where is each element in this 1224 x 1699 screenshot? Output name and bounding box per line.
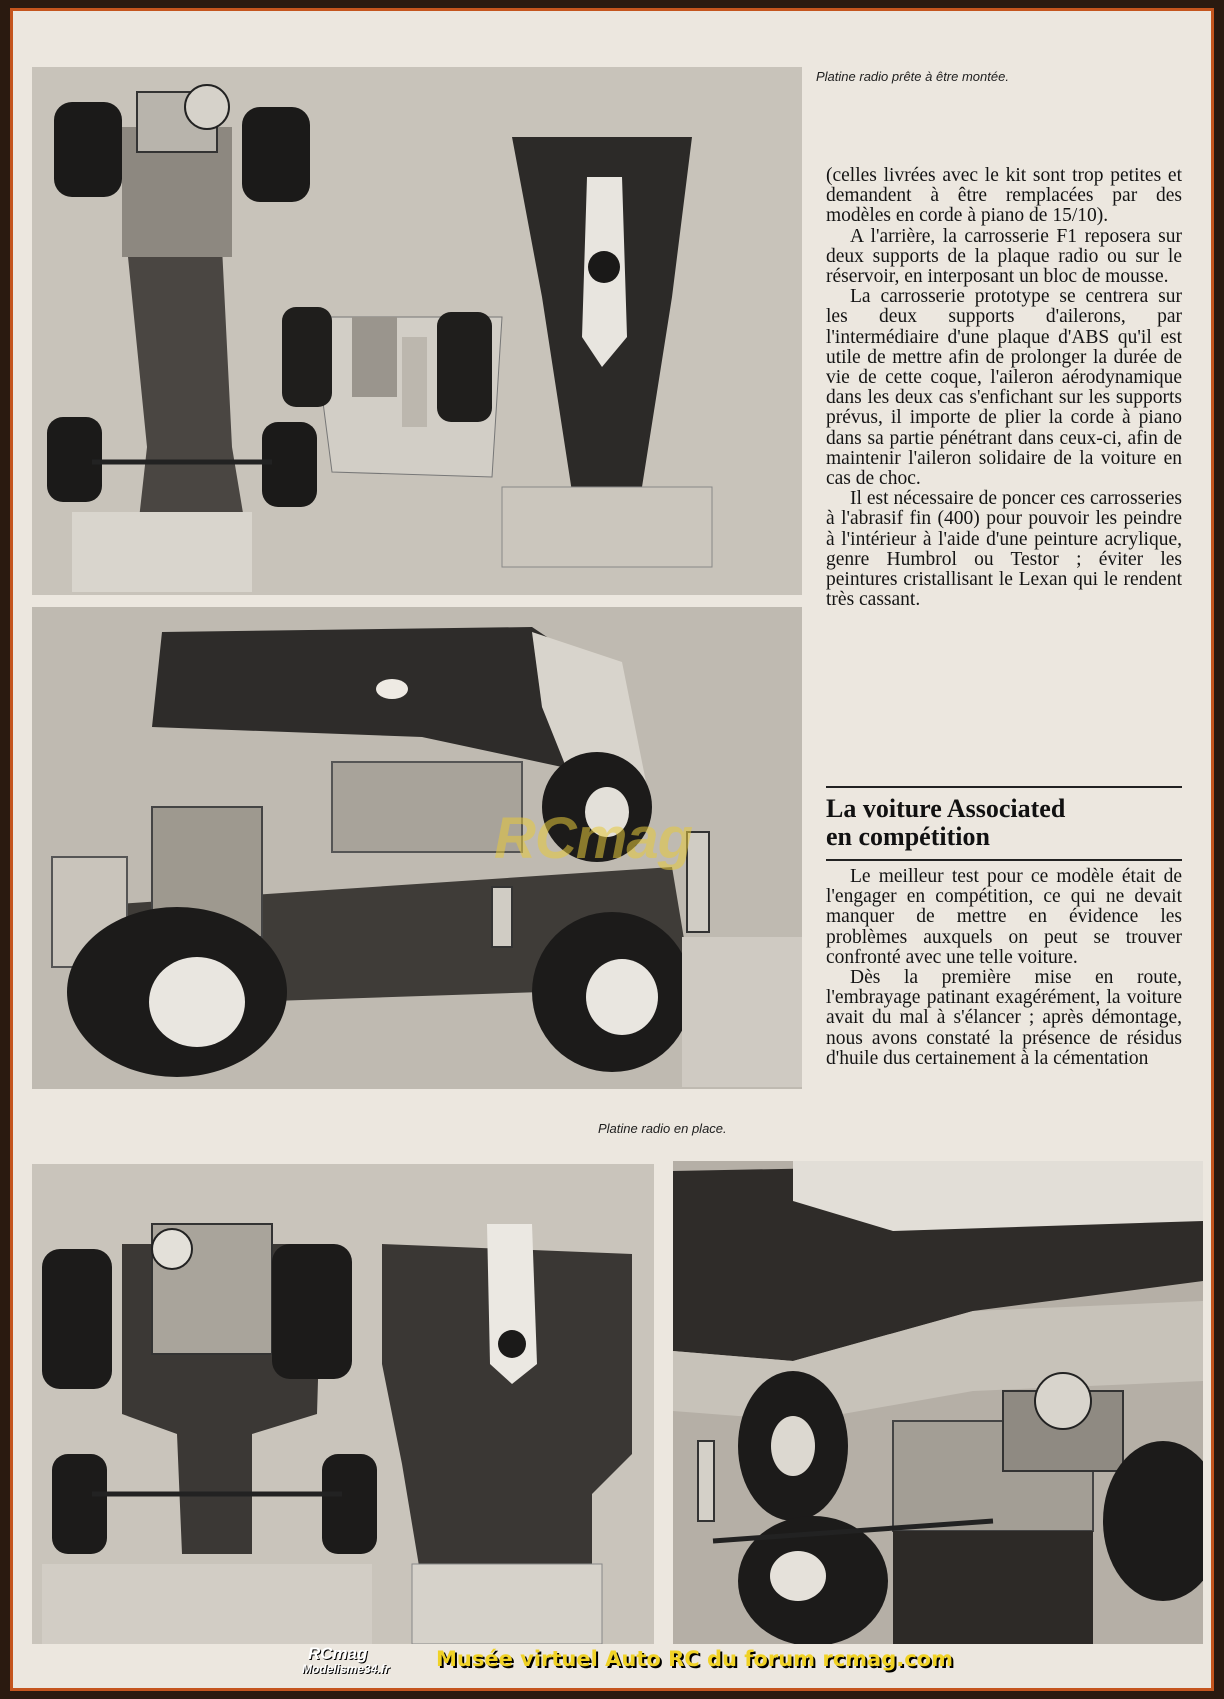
rcmag-logo bbox=[300, 1644, 432, 1678]
paragraph: Dès la première mise en route, l'embrayage patinant exagérément, la voiture avait du mal à s'élancer ; après démontage, nous avons constaté la présence de résidus d'huile dus certainement à la cémentation bbox=[826, 967, 1182, 1069]
logo-line1: RCmag bbox=[308, 1644, 368, 1663]
footer-banner bbox=[300, 1644, 953, 1678]
section-rule-top bbox=[826, 786, 1182, 788]
paragraph: A l'arrière, la carrosserie F1 reposera sur deux supports de la plaque radio ou sur le réservoir, en interposant un bloc de mousse. bbox=[826, 225, 1182, 288]
section-heading-line1: La voiture Associated bbox=[826, 794, 1066, 823]
paragraph: La carrosserie prototype se centrera sur les deux supports d'ailerons, par l'intermédiaire d'une plaque d'ABS qu'il est utile de mettre afin de prolonger la durée de vie de cette coque, l'aileron aérodynamique dans les deux cas s'enfichant sur les supports prévus, il importe de plier la corde à piano dans sa partie pénétrant dans ceux-ci, afin de maintenir l'aileron solidaire de la voiture en cas de choc. bbox=[826, 286, 1182, 490]
logo-line2: Modelisme34.fr bbox=[302, 1662, 390, 1676]
section-heading bbox=[826, 795, 1182, 851]
text-column-upper bbox=[826, 166, 1182, 610]
footer-text[interactable]: Musée virtuel Auto RC du forum rcmag.com bbox=[436, 1647, 953, 1671]
section-heading-line2: en compétition bbox=[826, 822, 990, 851]
magazine-page bbox=[10, 8, 1214, 1691]
paragraph: Le meilleur test pour ce modèle était de l'engager en compétition, ce qui ne devait manquer de mettre en évidence les problèmes auxquels on peut se trouver confronté avec une telle voiture. bbox=[826, 866, 1182, 968]
section-rule-bottom bbox=[826, 859, 1182, 861]
caption-middle: Platine radio en place. bbox=[598, 1121, 727, 1136]
text-column-lower bbox=[826, 867, 1182, 1069]
photo-bottom-left-top-view bbox=[32, 1164, 654, 1644]
photo-chassis-top-view bbox=[32, 67, 802, 595]
paragraph: (celles livrées avec le kit sont trop petites et demandent à être remplacées par des modèles en corde à piano de 15/10). bbox=[826, 165, 1182, 227]
paragraph: Il est nécessaire de poncer ces carrosseries à l'abrasif fin (400) pour pouvoir les peindre à l'intérieur à l'aide d'une peinture acrylique, genre Humbrol ou Testor ; éviter les peintures cristallisant le Lexan qui le rendent très cassant. bbox=[826, 488, 1182, 611]
photo-bottom-right-side-view bbox=[673, 1161, 1203, 1644]
caption-top: Platine radio prête à être montée. bbox=[816, 69, 1009, 84]
watermark: RCmag bbox=[494, 806, 693, 871]
photo-side-view bbox=[32, 607, 802, 1089]
